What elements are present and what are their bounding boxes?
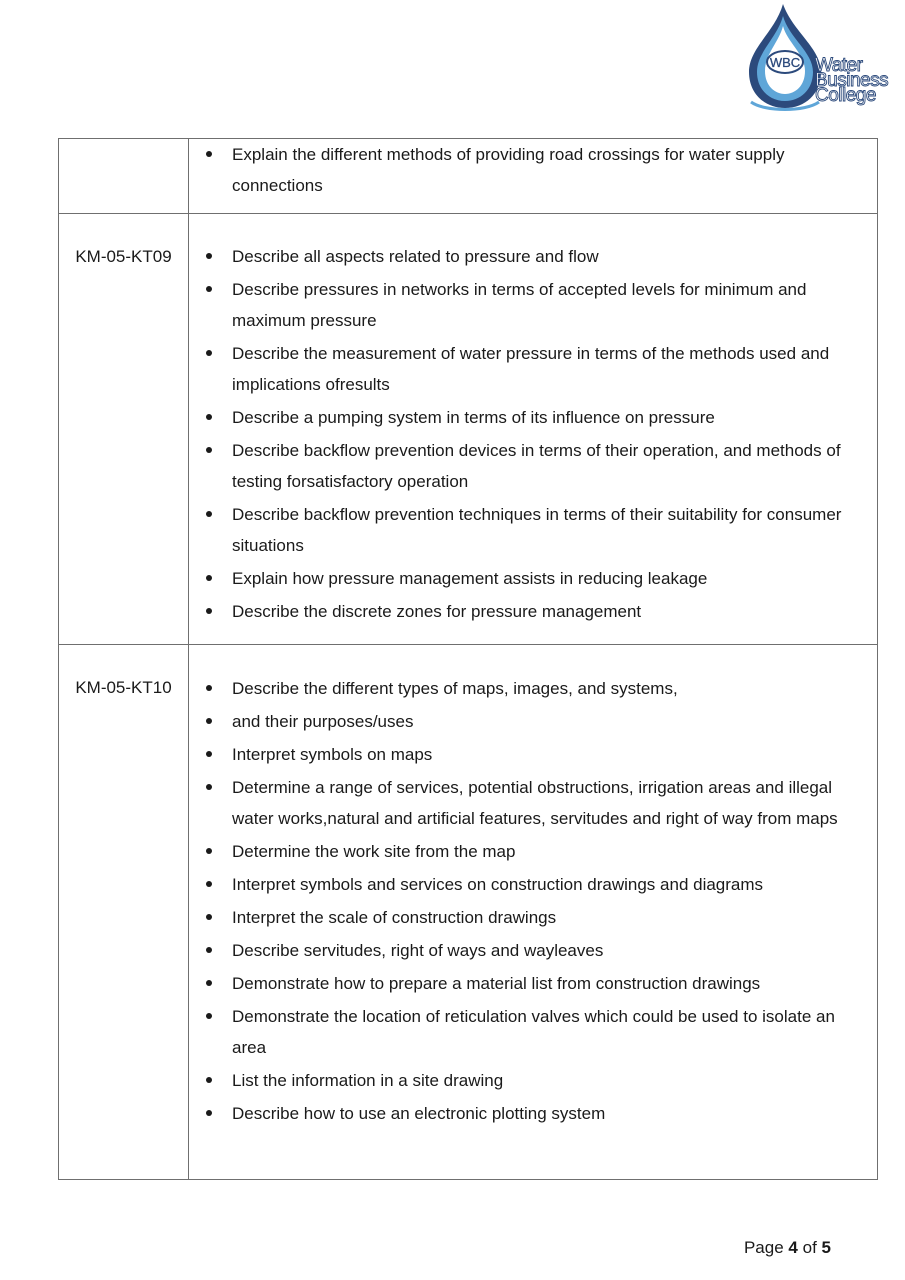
bullet-icon bbox=[206, 608, 212, 614]
topic-items-cell bbox=[189, 214, 878, 645]
bullet-icon bbox=[206, 1013, 212, 1019]
logo-name-line: College bbox=[815, 85, 876, 106]
list-item: Determine the work site from the map bbox=[189, 836, 877, 867]
list-item: and their purposes/uses bbox=[189, 706, 877, 737]
bullet-list bbox=[189, 214, 877, 627]
bullet-icon bbox=[206, 947, 212, 953]
topic-code-cell bbox=[59, 214, 189, 645]
logo-name-line: Water bbox=[815, 55, 863, 76]
bullet-icon bbox=[206, 718, 212, 724]
list-item: Interpret symbols on maps bbox=[189, 739, 877, 770]
bullet-list bbox=[189, 645, 877, 1129]
bullet-icon bbox=[206, 751, 212, 757]
table-row bbox=[59, 645, 878, 1180]
list-item: Describe the measurement of water pressure in terms of the methods used and implications ofresults bbox=[189, 338, 877, 400]
list-item: Describe the discrete zones for pressure management bbox=[189, 596, 877, 627]
bullet-list bbox=[189, 139, 877, 201]
bullet-icon bbox=[206, 511, 212, 517]
topic-code: KM-05-KT09 bbox=[75, 247, 172, 266]
logo-initials: WBC bbox=[769, 55, 801, 70]
list-item: Explain how pressure management assists in reducing leakage bbox=[189, 563, 877, 594]
current-page: 4 bbox=[788, 1238, 798, 1257]
bullet-icon bbox=[206, 881, 212, 887]
list-item: Describe pressures in networks in terms of accepted levels for minimum and maximum pressure bbox=[189, 274, 877, 336]
table-row bbox=[59, 214, 878, 645]
logo-name-line: Business bbox=[815, 70, 889, 91]
page-label: Page bbox=[743, 1238, 784, 1257]
topic-items-cell bbox=[189, 645, 878, 1180]
bullet-icon bbox=[206, 575, 212, 581]
list-item: Determine a range of services, potential obstructions, irrigation areas and illegal water works,natural and artificial features, servitudes and right of way from maps bbox=[189, 772, 877, 834]
list-item: Describe the different types of maps, images, and systems, bbox=[189, 673, 877, 704]
bullet-icon bbox=[206, 1110, 212, 1116]
bullet-icon bbox=[206, 914, 212, 920]
bullet-icon bbox=[206, 286, 212, 292]
topic-code-cell bbox=[59, 645, 189, 1180]
list-item: Explain the different methods of providing road crossings for water supply connections bbox=[189, 139, 877, 201]
knowledge-topics-table bbox=[58, 138, 878, 1180]
bullet-icon bbox=[206, 151, 212, 157]
list-item: Interpret the scale of construction drawings bbox=[189, 902, 877, 933]
list-item: Describe servitudes, right of ways and wayleaves bbox=[189, 935, 877, 966]
topic-code-cell bbox=[59, 139, 189, 214]
topic-code: KM-05-KT10 bbox=[75, 678, 172, 697]
logo-name bbox=[815, 55, 889, 106]
bullet-icon bbox=[206, 980, 212, 986]
topic-items-cell bbox=[189, 139, 878, 214]
bullet-icon bbox=[206, 1077, 212, 1083]
list-item: Describe backflow prevention devices in terms of their operation, and methods of testing forsatisfactory operation bbox=[189, 435, 877, 497]
bullet-icon bbox=[206, 253, 212, 259]
logo bbox=[745, 2, 903, 112]
table-row bbox=[59, 139, 878, 214]
list-item: Interpret symbols and services on construction drawings and diagrams bbox=[189, 869, 877, 900]
bullet-icon bbox=[206, 784, 212, 790]
list-item: Demonstrate how to prepare a material list from construction drawings bbox=[189, 968, 877, 999]
list-item: List the information in a site drawing bbox=[189, 1065, 877, 1096]
bullet-icon bbox=[206, 414, 212, 420]
list-item: Describe a pumping system in terms of its influence on pressure bbox=[189, 402, 877, 433]
bullet-icon bbox=[206, 350, 212, 356]
list-item: Describe how to use an electronic plotting system bbox=[189, 1098, 877, 1129]
total-pages: 5 bbox=[821, 1238, 831, 1257]
list-item: Describe backflow prevention techniques in terms of their suitability for consumer situations bbox=[189, 499, 877, 561]
list-item: Demonstrate the location of reticulation valves which could be used to isolate an area bbox=[189, 1001, 877, 1063]
list-item: Describe all aspects related to pressure and flow bbox=[189, 241, 877, 272]
bullet-icon bbox=[206, 447, 212, 453]
bullet-icon bbox=[206, 848, 212, 854]
bullet-icon bbox=[206, 685, 212, 691]
page-number bbox=[744, 1238, 831, 1258]
of-label: of bbox=[802, 1238, 817, 1257]
